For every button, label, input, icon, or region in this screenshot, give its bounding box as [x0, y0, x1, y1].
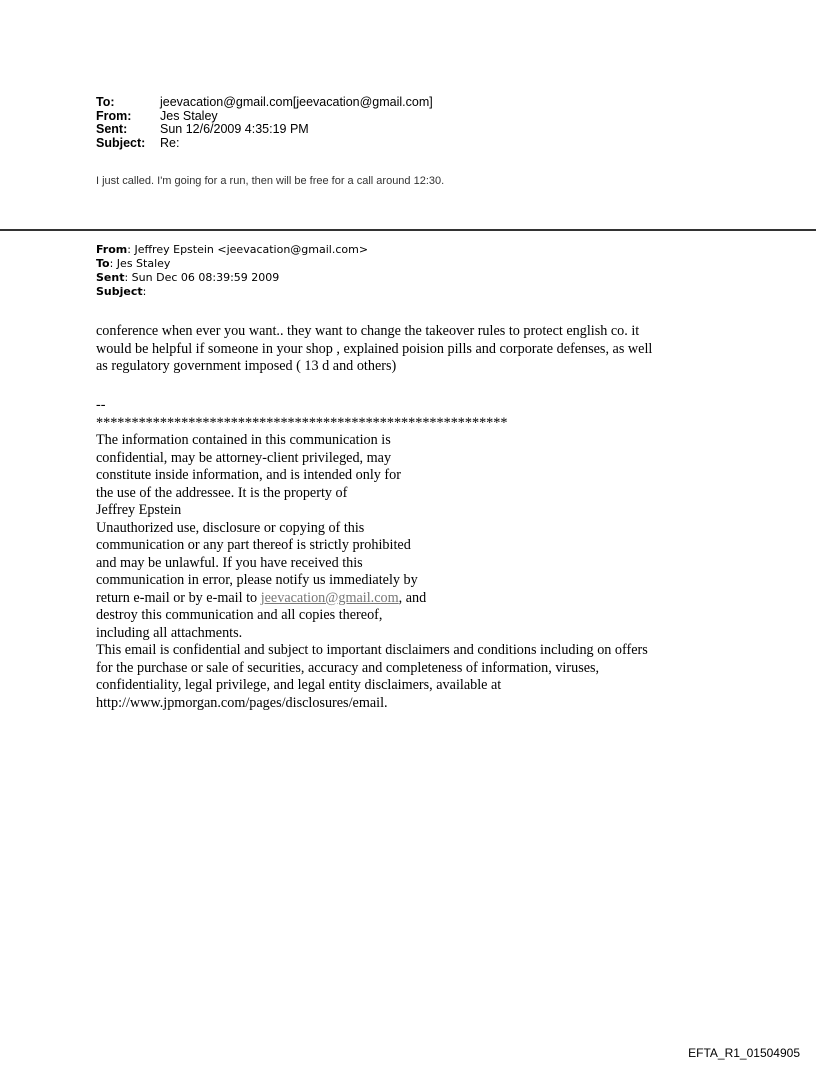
quoted-subject-label: Subject — [96, 285, 143, 298]
from-label: From: — [96, 108, 132, 123]
sent-row — [96, 123, 433, 137]
reply-body: I just called. I'm going for a run, then will be free for a call around 12:30. — [96, 175, 445, 187]
disclaimer-line: the use of the addressee. It is the property of — [96, 484, 348, 501]
signature-dashes: -- — [96, 397, 106, 413]
disclaimer-line: for the purchase or sale of securities, accuracy and completeness of information, viruses, — [96, 659, 600, 676]
quoted-to-label: To — [96, 257, 110, 270]
quoted-body-line: conference when ever you want.. they want to change the takeover rules to protect english co. it — [96, 323, 640, 339]
from-row — [96, 110, 433, 124]
to-value: jeevacation@gmail.com[jeevacation@gmail.com] — [160, 95, 433, 109]
disclaimer-line: confidential, may be attorney-client privileged, may — [96, 449, 392, 466]
sent-value: Sun 12/6/2009 4:35:19 PM — [160, 122, 309, 136]
quoted-header — [96, 243, 368, 299]
email-link[interactable]: jeevacation@gmail.com — [260, 589, 399, 606]
quoted-sent-value: : Sun Dec 06 08:39:59 2009 — [124, 271, 280, 284]
disclaimer-line: confidentiality, legal privilege, and legal entity disclaimers, available at — [96, 677, 502, 693]
subject-label: Subject: — [96, 135, 146, 150]
subject-row — [96, 137, 433, 151]
quoted-subject-row — [96, 285, 368, 299]
disclaimer-line: http://www.jpmorgan.com/pages/disclosures/email. — [96, 694, 388, 711]
document-id: EFTA_R1_01504905 — [688, 1046, 800, 1060]
disclaimer-line: The information contained in this communication is — [96, 432, 391, 448]
disclaimer-return-line — [96, 590, 776, 608]
disclaimer-line: communication or any part thereof is strictly prohibited — [96, 537, 411, 553]
quoted-to-value: : Jes Staley — [109, 257, 171, 270]
sent-label: Sent: — [96, 122, 128, 136]
return-prefix: return e-mail or by e-mail to — [96, 589, 261, 606]
quoted-from-row — [96, 243, 368, 257]
quoted-body-line: as regulatory government imposed ( 13 d and others) — [96, 358, 397, 374]
email-header — [96, 96, 433, 150]
return-suffix: , and — [398, 589, 427, 606]
quoted-from-label: From — [96, 243, 128, 256]
to-row — [96, 96, 433, 110]
signature-stars: ********************************************************** — [96, 414, 508, 431]
signature-disclaimer — [96, 397, 776, 712]
quoted-subject-value: : — [142, 285, 147, 298]
disclaimer-line: destroy this communication and all copies thereof, — [96, 607, 383, 623]
to-label: To: — [96, 95, 115, 109]
disclaimer-line: constitute inside information, and is intended only for — [96, 467, 401, 483]
disclaimer-line: This email is confidential and subject to important disclaimers and conditions including on offers — [96, 642, 648, 658]
subject-value: Re: — [160, 135, 180, 150]
disclaimer-line: Unauthorized use, disclosure or copying of this — [96, 519, 365, 536]
quoted-sent-row — [96, 271, 368, 285]
disclaimer-line: Jeffrey Epstein — [96, 502, 182, 518]
disclaimer-line: communication in error, please notify us immediately by — [96, 572, 418, 588]
from-value: Jes Staley — [160, 108, 218, 123]
quoted-to-row — [96, 257, 368, 271]
quoted-sent-label: Sent — [96, 271, 125, 284]
quoted-from-value: : Jeffrey Epstein <jeevacation@gmail.com> — [127, 243, 369, 256]
disclaimer-line: and may be unlawful. If you have received this — [96, 554, 363, 571]
quoted-body-line: would be helpful if someone in your shop , explained poision pills and corporate defenses, as well — [96, 340, 653, 357]
divider — [0, 229, 816, 231]
quoted-body — [96, 323, 776, 376]
disclaimer-line: including all attachments. — [96, 624, 243, 641]
